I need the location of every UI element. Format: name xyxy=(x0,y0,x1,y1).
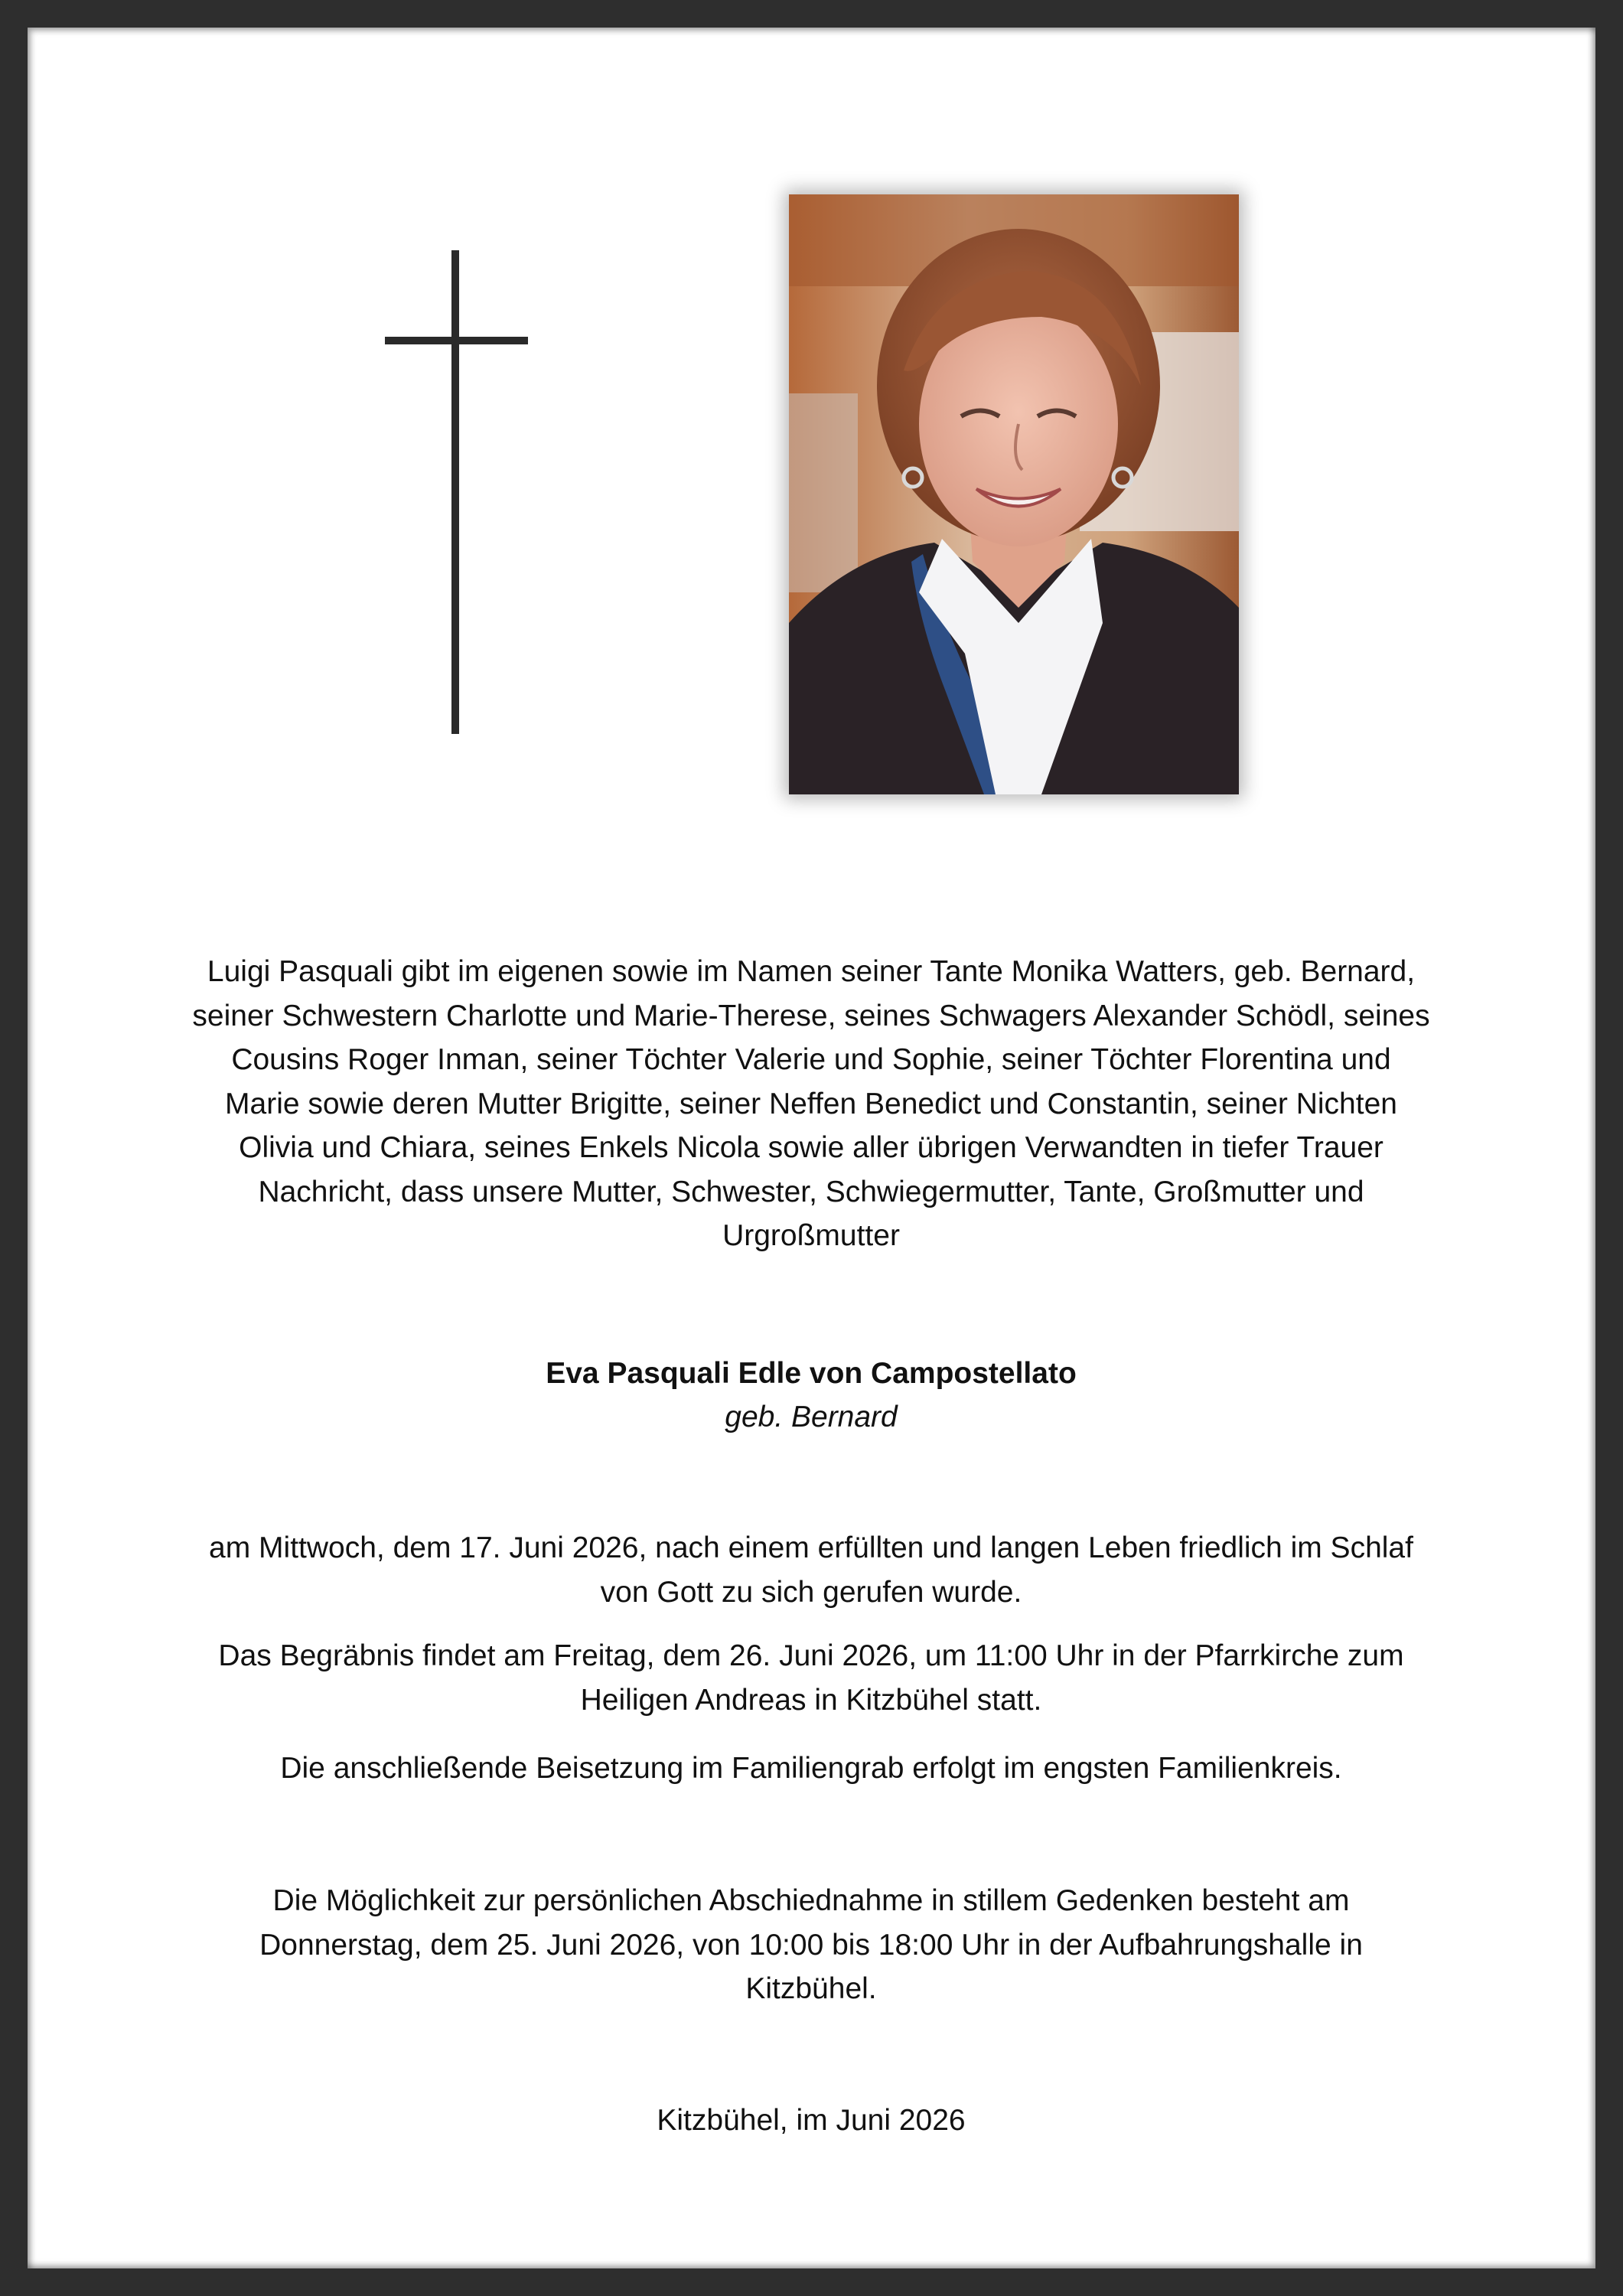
maiden-name: geb. Bernard xyxy=(725,1401,898,1433)
place-date-container xyxy=(191,2099,1431,2143)
burial-info-container xyxy=(191,1746,1431,1791)
cross-horizontal-bar xyxy=(385,337,528,344)
deceased-name-block xyxy=(191,1352,1431,1439)
farewell-info-container xyxy=(191,1879,1431,2011)
intro-paragraph: Luigi Pasquali gibt im eigenen sowie im Namen seiner Tante Monika Watters, geb. Bernard, seiner Schwestern Charlotte und Marie-Therese, seines Schwagers Alexander Schödl, seines Cousins Roger Inman, seiner Töchter Valerie und Sophie, seiner Töchter Florentina und Marie sowie deren Mutter Brigitte, seiner Neffen Benedict und Constantin, seiner Nichten Olivia und Chiara, seines Enkels Nicola sowie aller übrigen Verwandten in tiefer Trauer Nachricht, dass unsere Mutter, Schwester, Schwiegermutter, Tante, Großmutter und Urgroßmutter xyxy=(192,955,1430,1252)
cross-vertical-bar xyxy=(451,250,459,734)
place-date: Kitzbühel, im Juni 2026 xyxy=(657,2104,966,2137)
deceased-name: Eva Pasquali Edle von Campostellato xyxy=(546,1357,1077,1390)
intro-paragraph-container xyxy=(191,950,1431,1258)
burial-info: Die anschließende Beisetzung im Familiengrab erfolgt im engsten Familienkreis. xyxy=(280,1752,1342,1785)
portrait-illustration xyxy=(789,194,1239,794)
death-notice: am Mittwoch, dem 17. Juni 2026, nach einem erfüllten und langen Leben friedlich im Schlaf von Gott zu sich gerufen wurde. xyxy=(209,1531,1413,1609)
funeral-info-container xyxy=(191,1634,1431,1722)
funeral-info: Das Begräbnis findet am Freitag, dem 26. Juni 2026, um 11:00 Uhr in der Pfarrkirche zum Heiligen Andreas in Kitzbühel statt. xyxy=(218,1639,1404,1717)
portrait-photo xyxy=(789,194,1239,794)
death-notice-container xyxy=(191,1526,1431,1614)
farewell-info: Die Möglichkeit zur persönlichen Abschiednahme in stillem Gedenken besteht am Donnerstag, dem 25. Juni 2026, von 10:00 bis 18:00 Uhr in der Aufbahrungshalle in Kitzbühel. xyxy=(259,1884,1363,2005)
